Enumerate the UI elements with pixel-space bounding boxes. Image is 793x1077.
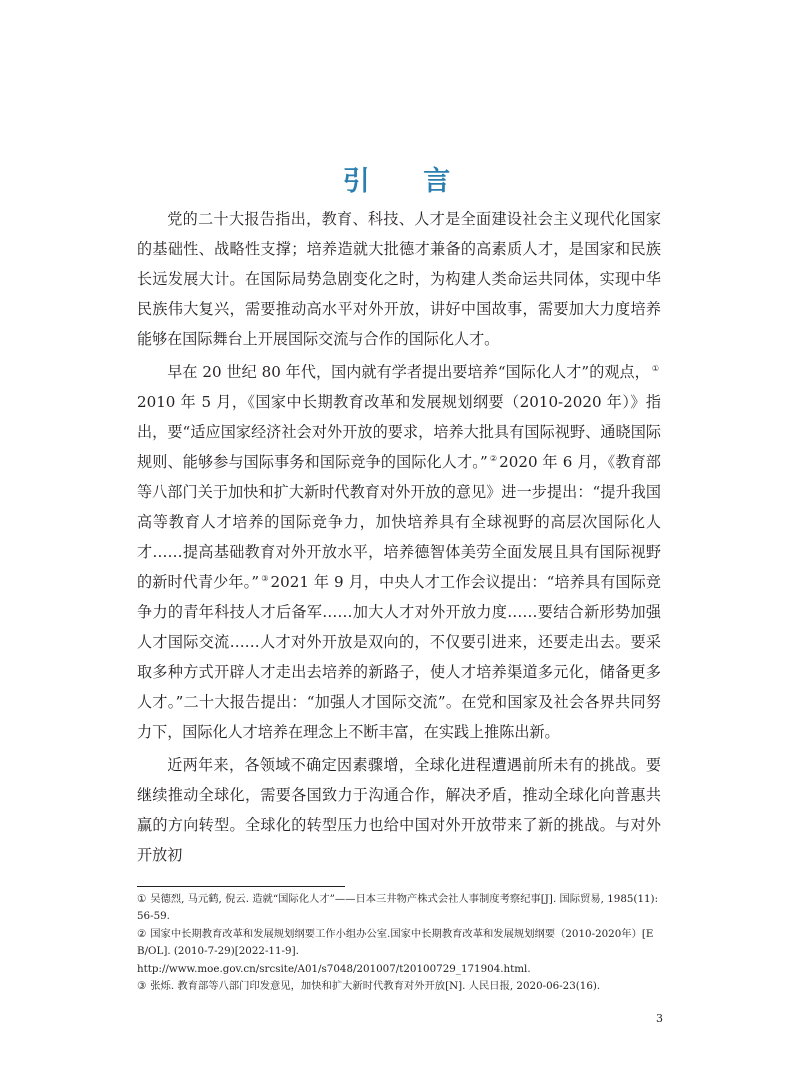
paragraph-2-part-1: 早在 20 世纪 80 年代，国内就有学者提出要培养“国际化人才”的观点， [167,363,650,381]
footnote-text: 国家中长期教育改革和发展规划纲要工作小组办公室.国家中长期教育改革和发展规划纲要（2010-2020年）[EB/OL]. (2010-7-29)[2022-11-9]. [137,927,654,958]
footnote-url-link[interactable]: http://www.moe.gov.cn/srcsite/A01/s7048/201007/t20100729_171904.html. [137,962,531,975]
footnote-mark: ② [137,927,147,940]
footnote-3 [137,978,661,995]
footnote-1 [137,891,661,926]
paragraph-2 [137,357,661,747]
paragraph-2-part-2: 2010 年 5 月，《国家中长期教育改革和发展规划纲要（2010-2020 年）》指出，要“适应国家经济社会对外开放的要求，培养大批具有国际视野、通晓国际规则、能够参与国际事务和国际竞争的国际化人才。” [137,393,661,471]
footnote-text: 张烁. 教育部等八部门印发意见，加快和扩大新时代教育对外开放[N]. 人民日报, 2020-06-23(16). [150,980,601,993]
footnote-mark: ① [137,893,147,905]
paragraph-2-part-3: 2020 年 6 月，《教育部等八部门关于加快和扩大新时代教育对外开放的意见》进一步提出：“提升我国高等教育人才培养的国际竞争力，加快培养具有全球视野的高层次国际化人才……提高基础教育对外开放水平，培养德智体美劳全面发展且具有国际视野的新时代青少年。” [137,453,661,591]
footnote-ref-3[interactable]: ③ [261,573,269,583]
paragraph-1: 党的二十大报告指出，教育、科技、人才是全面建设社会主义现代化国家的基础性、战略性支撑；培养造就大批德才兼备的高素质人才，是国家和民族长远发展大计。在国际局势急剧变化之时，为构建人类命运共同体，实现中华民族伟大复兴，需要推动高水平对外开放，讲好中国故事，需要加大力度培养能够在国际舞台上开展国际交流与合作的国际化人才。 [137,210,661,348]
footnote-ref-2[interactable]: ② [489,453,498,463]
footnotes [137,891,661,995]
footnote-text: 吴德烈, 马元鹤, 倪云. 造就“国际化人才”——日本三井物产株式会社人事制度考察纪事[J]. 国际贸易, 1985(11):56-59. [137,893,659,923]
paragraph-3: 近两年来，各领域不确定因素骤增，全球化进程遭遇前所未有的挑战。要继续推动全球化，需要各国致力于沟通合作，解决矛盾，推动全球化向普惠共赢的方向转型。全球化的转型压力也给中国对外开放带来了新的挑战。与对外开放初 [137,756,661,864]
footnote-2 [137,926,661,978]
footnote-divider [137,886,345,887]
page-title: 引 言 [342,166,473,198]
paragraph-2-part-4: 2021 年 9 月，中央人才工作会议提出：“培养具有国际竞争力的青年科技人才后备军……加大人才对外开放力度……要结合新形势加强人才国际交流……人才对外开放是双向的，不仅要引进来，还要走出去。要采取多种方式开辟人才走出去培养的新路子，使人才培养渠道多元化，储备更多人才。”二十大报告提出：“加强人才国际交流”。在党和国家及社会各界共同努力下，国际化人才培养在理念上不断丰富，在实践上推陈出新。 [137,573,661,741]
page-number: 3 [656,1012,663,1025]
footnote-ref-1[interactable]: ① [651,363,659,373]
footnote-mark: ③ [137,980,147,993]
main-text [137,204,661,870]
